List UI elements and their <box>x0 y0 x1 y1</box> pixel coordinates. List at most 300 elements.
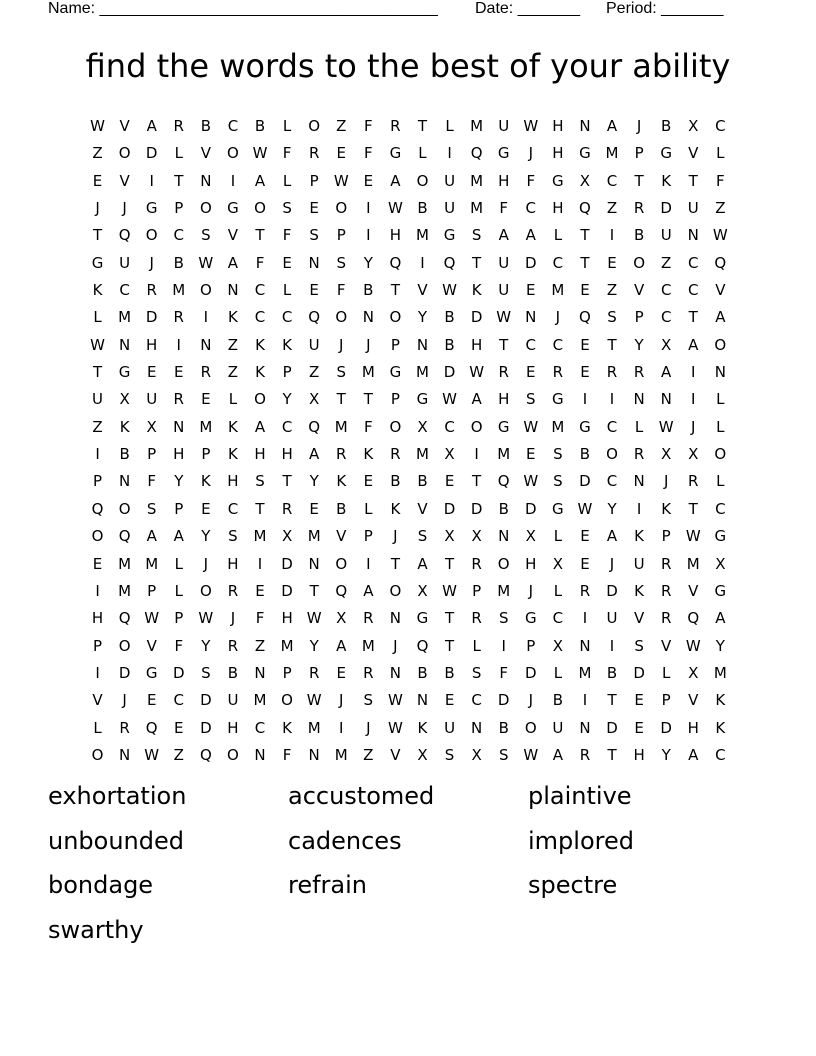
grid-letter: L <box>553 663 563 682</box>
grid-letter: D <box>281 581 293 600</box>
grid-letter: X <box>309 390 320 409</box>
grid-letter: W <box>442 390 457 409</box>
grid-row <box>84 660 734 687</box>
grid-letter: Z <box>92 144 103 163</box>
grid-letter: U <box>444 718 456 737</box>
grid-letter: U <box>606 609 618 628</box>
grid-letter: Z <box>173 745 184 764</box>
grid-letter: X <box>688 445 699 464</box>
grid-row <box>84 332 734 359</box>
grid-letter: X <box>688 117 699 135</box>
grid-letter: W <box>144 745 160 764</box>
grid-row <box>84 496 734 523</box>
grid-letter: Y <box>417 308 428 327</box>
grid-letter: A <box>471 390 482 409</box>
grid-letter: O <box>227 745 239 764</box>
grid-letter: T <box>92 226 103 245</box>
grid-letter: S <box>309 226 319 245</box>
grid-letter: D <box>443 499 456 518</box>
grid-letter: R <box>660 581 672 600</box>
grid-letter: U <box>687 199 699 218</box>
grid-letter: I <box>95 663 100 682</box>
grid-letter: R <box>281 499 293 518</box>
grid-letter: V <box>633 281 645 300</box>
grid-letter: M <box>361 636 375 655</box>
grid-letter: O <box>118 144 131 163</box>
grid-letter: D <box>470 499 483 518</box>
grid-letter: Q <box>199 745 212 764</box>
grid-letter: C <box>471 691 482 710</box>
grid-letter: Z <box>336 117 347 135</box>
grid-letter: N <box>119 745 131 764</box>
grid-letter: G <box>389 144 402 163</box>
grid-letter: E <box>634 691 644 710</box>
grid-letter: M <box>578 663 592 682</box>
grid-row <box>84 687 734 714</box>
grid-letter: M <box>416 363 429 382</box>
grid-letter: M <box>334 417 348 436</box>
grid-letter: P <box>661 691 671 710</box>
grid-letter: F <box>282 226 292 245</box>
grid-letter: T <box>688 171 698 190</box>
word-bank-item: accustomed <box>288 782 435 810</box>
grid-letter: U <box>146 390 158 409</box>
grid-letter: E <box>174 718 184 737</box>
grid-letter: H <box>254 445 266 464</box>
grid-letter: R <box>308 144 320 163</box>
grid-letter: O <box>118 499 131 518</box>
grid-letter: Q <box>687 609 700 628</box>
grid-letter: A <box>173 527 184 546</box>
grid-letter: D <box>633 663 645 682</box>
grid-letter: C <box>119 281 130 300</box>
grid-letter: P <box>282 363 292 382</box>
date-line: Date: _______ <box>475 0 580 17</box>
grid-letter: L <box>716 417 725 436</box>
grid-row <box>84 715 734 742</box>
grid-row <box>84 386 734 413</box>
grid-letter: C <box>606 417 618 436</box>
grid-letter: E <box>580 554 590 573</box>
grid-letter: C <box>660 308 672 327</box>
grid-letter: S <box>553 445 563 464</box>
grid-letter: L <box>228 390 238 409</box>
grid-letter: X <box>444 527 455 546</box>
grid-letter: L <box>174 144 183 163</box>
grid-letter: I <box>149 171 154 190</box>
grid-letter: O <box>254 390 266 409</box>
grid-letter: U <box>498 117 510 135</box>
grid-letter: A <box>525 226 536 245</box>
grid-letter: S <box>336 253 346 272</box>
grid-letter: F <box>364 117 373 135</box>
grid-letter: M <box>551 417 565 436</box>
grid-letter: I <box>691 363 696 382</box>
grid-letter: K <box>282 335 292 354</box>
grid-letter: X <box>417 581 428 600</box>
grid-letter: T <box>688 499 698 518</box>
grid-letter: A <box>688 335 699 354</box>
grid-letter: P <box>93 472 103 491</box>
grid-letter: G <box>524 609 537 628</box>
grid-letter: I <box>582 390 588 409</box>
grid-letter: V <box>146 636 157 655</box>
grid-letter: I <box>582 691 588 710</box>
grid-letter: X <box>525 527 536 546</box>
grid-letter: Z <box>309 363 320 382</box>
grid-letter: M <box>416 226 429 245</box>
grid-letter: I <box>609 390 615 409</box>
grid-letter: Q <box>579 199 591 218</box>
grid-letter: T <box>336 390 346 409</box>
grid-letter: C <box>552 253 564 272</box>
grid-letter: V <box>390 745 401 764</box>
grid-letter: E <box>146 363 157 382</box>
grid-letter: J <box>366 335 371 354</box>
grid-letter: A <box>146 117 157 135</box>
grid-letter: S <box>526 390 536 409</box>
grid-letter: K <box>92 281 103 300</box>
grid-letter: F <box>716 171 725 190</box>
grid-letter: D <box>497 691 510 710</box>
grid-row <box>84 605 734 632</box>
grid-letter: L <box>553 581 563 600</box>
grid-letter: A <box>146 527 157 546</box>
grid-letter: E <box>526 445 536 464</box>
grid-letter: S <box>471 226 482 245</box>
grid-letter: S <box>498 745 509 764</box>
grid-letter: Q <box>443 253 456 272</box>
grid-letter: O <box>254 199 266 218</box>
grid-letter: J <box>339 335 344 354</box>
grid-letter: K <box>255 363 265 382</box>
grid-letter: J <box>393 527 398 546</box>
grid-letter: H <box>687 718 699 737</box>
grid-letter: D <box>118 663 131 682</box>
grid-letter: B <box>417 472 428 491</box>
grid-letter: Y <box>634 335 644 354</box>
grid-letter: L <box>634 417 644 436</box>
grid-letter: E <box>92 554 103 573</box>
grid-letter: Y <box>715 636 725 655</box>
grid-letter: R <box>336 445 347 464</box>
grid-letter: O <box>416 171 429 190</box>
grid-letter: R <box>606 363 618 382</box>
grid-letter: O <box>389 581 402 600</box>
grid-letter: B <box>363 281 374 300</box>
grid-letter: L <box>553 527 563 546</box>
grid-letter: C <box>227 117 239 135</box>
grid-row <box>84 222 734 249</box>
grid-letter: S <box>363 691 374 710</box>
grid-letter: K <box>119 417 130 436</box>
grid-letter: W <box>523 745 539 764</box>
grid-letter: M <box>253 691 267 710</box>
grid-letter: U <box>119 253 131 272</box>
grid-letter: H <box>227 472 239 491</box>
grid-letter: S <box>607 308 617 327</box>
grid-letter: R <box>660 609 672 628</box>
grid-letter: K <box>417 718 428 737</box>
grid-letter: V <box>633 609 645 628</box>
grid-letter: C <box>715 117 726 135</box>
grid-letter: R <box>579 581 591 600</box>
grid-letter: T <box>499 335 509 354</box>
grid-letter: Q <box>389 253 402 272</box>
grid-letter: N <box>389 663 402 682</box>
grid-letter: O <box>199 281 212 300</box>
grid-letter: Y <box>282 390 292 409</box>
grid-letter: G <box>227 199 239 218</box>
grid-letter: Y <box>661 745 671 764</box>
grid-letter: G <box>497 144 510 163</box>
grid-letter: C <box>444 417 455 436</box>
grid-letter: D <box>200 718 212 737</box>
grid-letter: V <box>119 117 130 135</box>
grid-letter: P <box>363 527 373 546</box>
grid-letter: R <box>688 472 699 491</box>
grid-row <box>84 113 734 140</box>
grid-letter: L <box>282 171 292 190</box>
grid-letter: M <box>280 636 294 655</box>
grid-letter: I <box>636 499 642 518</box>
grid-letter: A <box>498 226 509 245</box>
grid-letter: T <box>309 581 319 600</box>
grid-letter: F <box>255 609 265 628</box>
grid-letter: L <box>553 226 563 245</box>
grid-letter: A <box>390 171 401 190</box>
grid-letter: V <box>119 171 130 190</box>
grid-letter: H <box>281 445 293 464</box>
grid-letter: M <box>470 199 484 218</box>
grid-letter: B <box>200 117 211 135</box>
grid-letter: C <box>173 226 185 245</box>
grid-letter: L <box>282 117 292 135</box>
grid-letter: P <box>634 144 644 163</box>
grid-letter: A <box>715 308 726 327</box>
grid-letter: S <box>634 636 644 655</box>
grid-letter: M <box>497 445 511 464</box>
grid-letter: N <box>254 745 266 764</box>
grid-letter: L <box>662 663 671 682</box>
grid-letter: R <box>498 363 509 382</box>
grid-letter: M <box>551 281 565 300</box>
grid-letter: G <box>389 363 402 382</box>
grid-letter: W <box>712 226 728 245</box>
grid-letter: Y <box>363 253 373 272</box>
grid-letter: S <box>444 745 455 764</box>
grid-letter: M <box>605 144 619 163</box>
grid-letter: Z <box>254 636 266 655</box>
grid-letter: T <box>255 226 265 245</box>
grid-letter: C <box>688 253 699 272</box>
grid-letter: R <box>173 308 184 327</box>
grid-letter: W <box>387 199 403 218</box>
grid-letter: P <box>147 581 157 600</box>
grid-letter: C <box>660 281 672 300</box>
grid-letter: J <box>636 117 642 135</box>
grid-letter: N <box>579 636 591 655</box>
grid-letter: R <box>390 445 401 464</box>
grid-letter: I <box>95 445 100 464</box>
grid-letter: A <box>254 417 266 436</box>
grid-letter: D <box>525 663 537 682</box>
grid-letter: M <box>118 581 132 600</box>
grid-letter: O <box>199 581 212 600</box>
grid-letter: P <box>661 527 671 546</box>
grid-letter: R <box>308 663 320 682</box>
grid-letter: R <box>363 663 374 682</box>
grid-letter: R <box>227 636 239 655</box>
grid-letter: G <box>145 199 158 218</box>
grid-letter: W <box>387 718 403 737</box>
grid-letter: O <box>91 745 104 764</box>
grid-letter: M <box>307 527 321 546</box>
grid-letter: M <box>334 745 348 764</box>
grid-letter: S <box>201 226 211 245</box>
grid-row <box>84 441 734 468</box>
grid-letter: V <box>227 226 239 245</box>
grid-letter: P <box>390 335 400 354</box>
grid-letter: A <box>552 745 563 764</box>
grid-letter: W <box>90 117 105 135</box>
grid-row <box>84 277 734 304</box>
grid-letter: I <box>257 554 263 573</box>
grid-letter: N <box>633 390 645 409</box>
grid-letter: E <box>580 363 590 382</box>
grid-letter: O <box>633 253 645 272</box>
grid-letter: A <box>363 581 374 600</box>
grid-letter: M <box>307 718 321 737</box>
grid-letter: O <box>308 117 321 135</box>
grid-letter: H <box>552 199 564 218</box>
grid-letter: S <box>553 472 563 491</box>
grid-letter: I <box>366 199 371 218</box>
grid-letter: L <box>93 718 102 737</box>
grid-letter: B <box>417 663 428 682</box>
grid-letter: Q <box>416 636 429 655</box>
grid-letter: E <box>309 281 319 300</box>
grid-letter: E <box>634 718 644 737</box>
grid-letter: Z <box>227 335 239 354</box>
grid-letter: C <box>552 609 564 628</box>
grid-letter: P <box>390 390 400 409</box>
grid-letter: M <box>253 527 267 546</box>
grid-letter: J <box>339 691 344 710</box>
grid-letter: T <box>363 390 373 409</box>
grid-letter: H <box>498 390 510 409</box>
grid-letter: N <box>416 335 429 354</box>
grid-letter: E <box>363 472 374 491</box>
grid-row <box>84 168 734 195</box>
grid-letter: V <box>417 281 428 300</box>
grid-letter: Y <box>201 527 211 546</box>
grid-letter: Y <box>309 636 319 655</box>
grid-letter: C <box>525 199 537 218</box>
grid-letter: X <box>146 417 157 436</box>
grid-letter: C <box>254 308 266 327</box>
grid-letter: E <box>282 253 292 272</box>
period-line: Period: _______ <box>606 0 724 17</box>
grid-letter: R <box>173 390 184 409</box>
grid-letter: R <box>200 363 212 382</box>
grid-letter: D <box>200 691 212 710</box>
grid-letter: B <box>119 445 130 464</box>
grid-letter: X <box>688 663 699 682</box>
grid-letter: Z <box>363 745 374 764</box>
grid-letter: P <box>147 445 157 464</box>
grid-letter: D <box>443 363 456 382</box>
grid-letter: Q <box>497 472 510 491</box>
word-bank-item: implored <box>528 826 634 855</box>
grid-letter: X <box>471 745 482 764</box>
grid-letter: N <box>579 718 591 737</box>
grid-letter: W <box>306 691 322 710</box>
grid-letter: E <box>526 281 536 300</box>
grid-letter: N <box>416 691 429 710</box>
grid-letter: F <box>282 745 292 764</box>
grid-letter: P <box>472 581 482 600</box>
grid-letter: N <box>660 390 672 409</box>
grid-letter: C <box>173 691 185 710</box>
grid-letter: Q <box>308 417 321 436</box>
grid-letter: R <box>579 745 591 764</box>
grid-letter: N <box>173 417 185 436</box>
grid-letter: U <box>552 718 564 737</box>
grid-letter: V <box>661 636 672 655</box>
grid-letter: J <box>230 609 236 628</box>
grid-letter: L <box>93 308 102 327</box>
grid-letter: W <box>523 417 539 436</box>
grid-row <box>84 578 734 605</box>
grid-letter: K <box>282 718 292 737</box>
grid-letter: C <box>688 281 699 300</box>
grid-letter: X <box>417 417 428 436</box>
grid-letter: B <box>444 663 455 682</box>
grid-letter: A <box>309 445 320 464</box>
grid-letter: J <box>393 636 398 655</box>
grid-letter: X <box>579 171 591 190</box>
grid-letter: D <box>145 144 158 163</box>
grid-row <box>84 359 734 386</box>
grid-letter: G <box>416 390 429 409</box>
grid-letter: D <box>660 718 672 737</box>
grid-letter: I <box>366 554 371 573</box>
grid-letter: J <box>528 581 533 600</box>
grid-letter: N <box>308 554 320 573</box>
grid-letter: X <box>471 527 482 546</box>
grid-letter: A <box>417 554 428 573</box>
grid-letter: U <box>498 253 510 272</box>
grid-letter: A <box>227 253 239 272</box>
grid-letter: L <box>364 499 373 518</box>
grid-letter: R <box>633 199 645 218</box>
grid-letter: V <box>200 144 211 163</box>
grid-letter: D <box>606 718 618 737</box>
grid-letter: T <box>634 171 644 190</box>
grid-letter: F <box>255 253 265 272</box>
grid-letter: I <box>609 636 615 655</box>
grid-letter: L <box>418 144 427 163</box>
grid-letter: G <box>145 663 158 682</box>
grid-letter: R <box>146 281 157 300</box>
grid-row <box>84 523 734 550</box>
grid-letter: Q <box>308 308 321 327</box>
grid-letter: M <box>172 281 186 300</box>
grid-letter: I <box>447 144 452 163</box>
grid-letter: B <box>444 308 455 327</box>
grid-letter: D <box>172 663 185 682</box>
